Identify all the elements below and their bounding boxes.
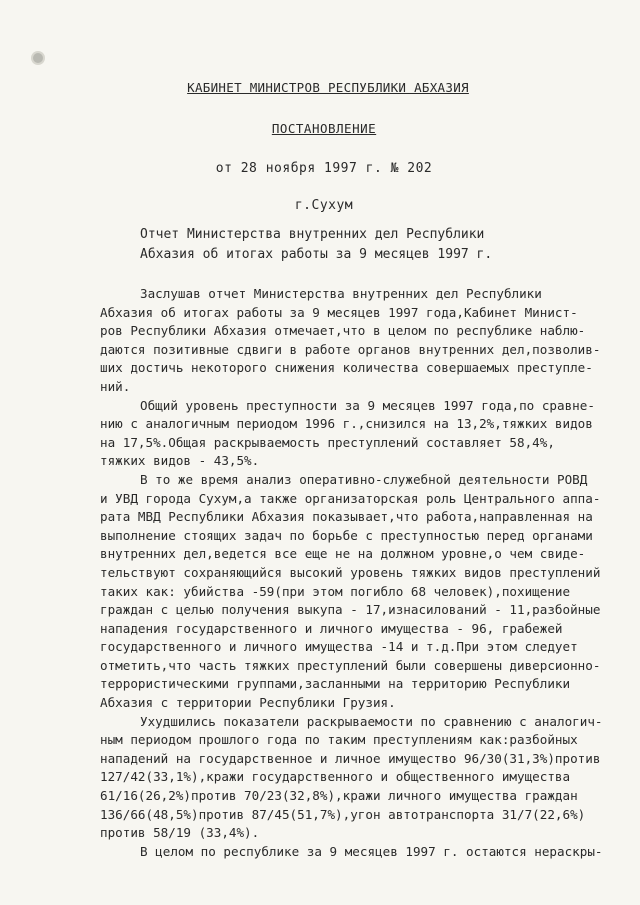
body-line: В то же время анализ оперативно-служебной деятельности РОВД: [140, 471, 588, 487]
body-line: нападения государственного и личного имущества - 96, грабежей: [100, 620, 563, 636]
body-line: Ухудшились показатели раскрываемости по сравнению с аналогич-: [140, 713, 603, 729]
punch-hole: [33, 53, 43, 63]
document-type: ПОСТАНОВЛЕНИЕ: [271, 121, 377, 136]
body-line: государственного и личного имущества -14 и т.д.При этом следует: [100, 639, 578, 655]
body-line: и УВД города Сухум,а также организаторская роль Центрального аппа-: [100, 490, 601, 506]
body-line: 127/42(33,1%),кражи государственного и общественного имущества: [100, 769, 571, 785]
subject-line: Отчет Министерства внутренних дел Республики: [140, 227, 485, 242]
body-line: Абхазия с территории Республики Грузия.: [100, 695, 396, 711]
body-line: террористическими группами,засланными на территорию Республики: [100, 676, 571, 692]
subject-line: Абхазия об итогах работы за 9 месяцев 1997 г.: [140, 247, 493, 262]
body-line: тельствуют сохраняющийся высокий уровень тяжких видов преступлений: [100, 564, 601, 580]
date-number-line: от 28 ноября 1997 г. № 202: [215, 161, 433, 176]
body-line: Абхазия об итогах работы за 9 месяцев 1997 года,Кабинет Минист-: [100, 304, 578, 320]
body-line: В целом по республике за 9 месяцев 1997 г. остаются нераскры-: [140, 843, 603, 859]
body-line: тяжких видов - 43,5%.: [100, 453, 260, 469]
body-line: нападений на государственное и личное имущество 96/30(31,3%)против: [100, 750, 601, 766]
body-line: на 17,5%.Общая раскрываемость преступлений составляет 58,4%,: [100, 434, 555, 450]
body-line: ний.: [100, 378, 131, 394]
body-line: рата МВД Республики Абхазия показывает,что работа,направленная на: [100, 509, 593, 525]
body-line: даются позитивные сдвиги в работе органов внутренних дел,позволив-: [100, 341, 601, 357]
body-line: Общий уровень преступности за 9 месяцев 1997 года,по сравне-: [140, 397, 595, 413]
city-line: г.Сухум: [294, 198, 354, 213]
body-line: против 58/19 (33,4%).: [100, 825, 260, 841]
body-line: Заслушав отчет Министерства внутренних дел Республики: [140, 286, 542, 301]
body-line: внутренних дел,ведется все еще не на должном уровне,о чем свиде-: [100, 546, 586, 562]
body-line: нию с аналогичным периодом 1996 г.,снизился на 13,2%,тяжких видов: [100, 416, 593, 432]
body-line: 136/66(48,5%)против 87/45(51,7%),угон автотранспорта 31/7(22,6%): [100, 806, 586, 822]
body-line: ров Республики Абхазия отмечает,что в целом по республике наблю-: [100, 323, 586, 339]
body-text: [100, 285, 620, 861]
body-line: отметить,что часть тяжких преступлений были совершены диверсионно-: [100, 657, 601, 673]
body-line: ших достичь некоторого снижения количества совершаемых преступле-: [100, 360, 593, 376]
cabinet-title: КАБИНЕТ МИНИСТРОВ РЕСПУБЛИКИ АБХАЗИЯ: [187, 80, 469, 95]
body-line: выполнение стоящих задач по борьбе с преступностью перед органами: [100, 527, 593, 543]
body-line: 61/16(26,2%)против 70/23(32,8%),кражи личного имущества граждан: [100, 788, 578, 804]
body-line: таких как: убийства -59(при этом погибло 68 человек),похищение: [100, 583, 571, 599]
subject-block: [140, 225, 492, 265]
body-line: граждан с целью получения выкупа - 17,изнасилований - 11,разбойные: [100, 602, 601, 618]
body-line: ным периодом прошлого года по таким преступлениям как:разбойных: [100, 732, 578, 748]
